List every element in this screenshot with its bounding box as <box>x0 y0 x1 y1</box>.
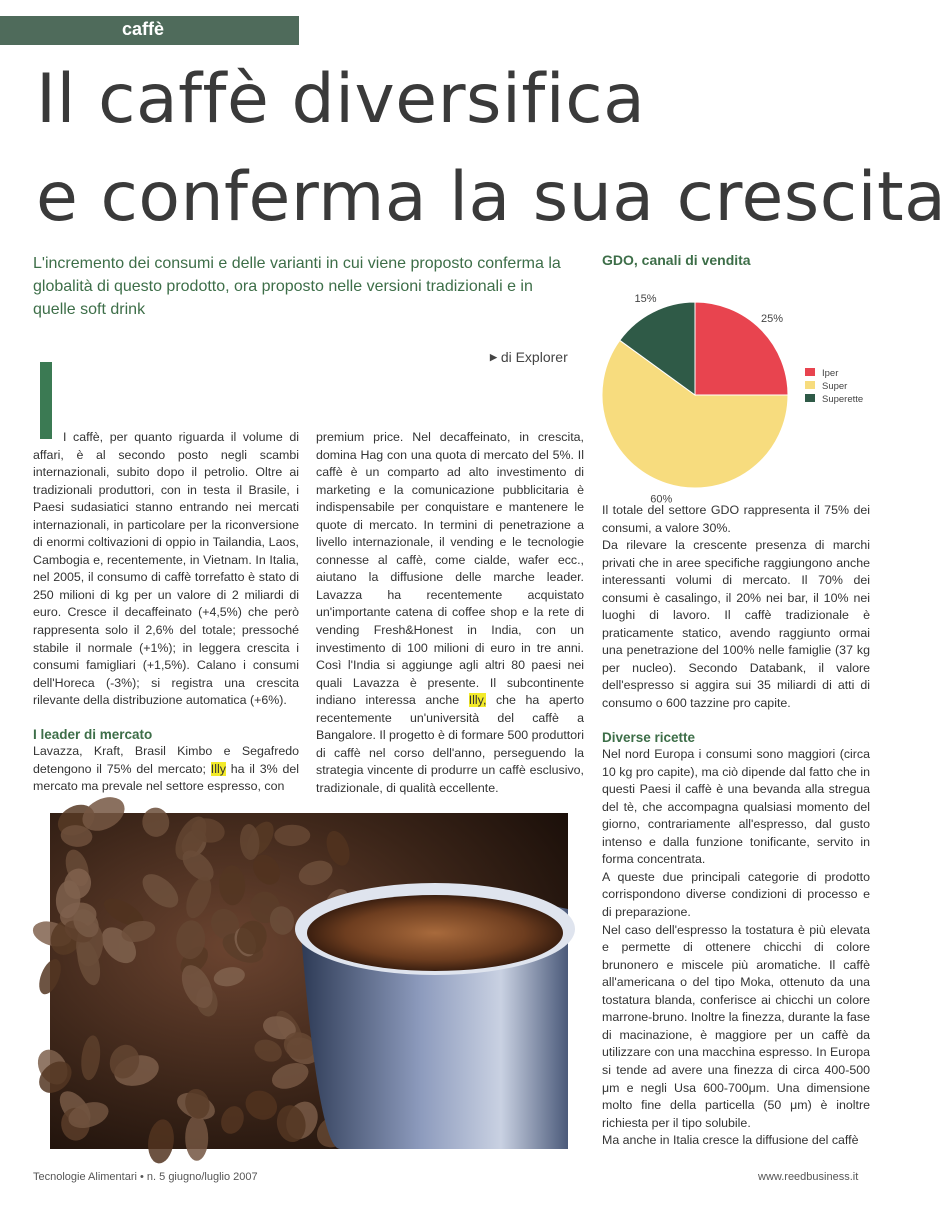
section-label: caffè <box>122 19 165 39</box>
col3-paragraph-4: A queste due principali categorie di prodotto corrispondono diverse condizioni di processo e di preparazione. <box>602 869 870 920</box>
col1-p2-text-a: Lavazza, Kraft, Brasil Kimbo e Segafredo detengono il 75% del mercato; <box>33 744 299 776</box>
coffee-cup-photo <box>50 813 568 1149</box>
footer-publication: Tecnologie Alimentari • n. 5 giugno/luglio 2007 <box>33 1171 258 1183</box>
col3-paragraph-6: Ma anche in Italia cresce la diffusione del caffè <box>602 1133 859 1148</box>
col1-paragraph-2 <box>33 743 299 796</box>
lead-paragraph: L'incremento dei consumi e delle varianti in cui viene proposto conferma la globalità di questo prodotto, ora proposto nelle versioni tradizionali e in quelle soft drink <box>33 255 561 318</box>
pie-label-iper: 25% <box>761 312 784 325</box>
pie-chart <box>590 275 880 506</box>
col2-text-b: che ha aperto recentemente un'università del caffè a Bangalore. Il progetto è di formare 500 produttori di caffè nel corso dell'anno, perseguendo la strategia vincente di produrre un caffè esclusivo, tradizionale, di qualità eccellente. <box>316 693 584 795</box>
legend-label-super: Super <box>822 381 848 392</box>
highlight-illy-2: Illy, <box>468 693 487 708</box>
legend-label-superette: Superette <box>822 394 864 405</box>
title-line-1: Il caffè diversifica <box>36 60 646 139</box>
chart-title: GDO, canali di vendita <box>602 252 751 268</box>
col1-paragraph-1: I caffè, per quanto riguarda il volume di affari, è al secondo posto negli scambi internazionali, subito dopo il petrolio. Oltre ai tradizionali produttori, con in testa il Brasile, i Paesi sudasiatici stanno entrando nei mercati internazionali, in particolare per la riconversione di enormi coltivazioni di oppio in Tailandia, Laos, Cambogia e, recentemente, in Vietnam. In Italia, nel 2005, il consumo di caffè torrefatto è stato di 250 milioni di kg per un valore di 2 miliardi di euro. Cresce il decaffeinato (+4,5%) che però rappresenta solo il 2,6% del totale; pressoché stabile il normale (+1%); in leggera crescita i consumi famigliari (+1,5%). Calano i consumi dell'Horeca (-3%); si registra una crescita rilevante della distribuzione automatica (+6%). <box>33 430 299 708</box>
col2-paragraph-1 <box>316 429 584 797</box>
legend-swatch-iper <box>805 368 815 376</box>
col3-paragraph-2: Da rilevare la crescente presenza di marchi privati che in aree specifiche raggiungono anche interessanti volumi di mercato. Il 70% dei consumi è casalingo, il 20% nei bar, il 10% nei luoghi di lavoro. Il caffè tradizionale è praticamente statico, avendo raggiunto ormai una penetrazione del 100% nelle famiglie (37 kg per nucleo). Secondo Databank, il valore dell'espresso si aggira sui 35 miliardi di atti di consumo o 600 tazzine pro capite. <box>602 538 870 711</box>
legend-swatch-super <box>805 381 815 389</box>
byline-text: di Explorer <box>500 349 568 365</box>
footer-website[interactable]: www.reedbusiness.it <box>758 1171 859 1183</box>
byline <box>490 349 568 365</box>
pie-label-superette: 15% <box>634 292 657 305</box>
column-3 <box>602 502 870 1150</box>
col3-subheading: Diverse ricette <box>602 729 696 745</box>
legend-swatch-superette <box>805 394 815 402</box>
col3-paragraph-1: Il totale del settore GDO rappresenta il 75% dei consumi, a valore 30%. <box>602 503 870 535</box>
column-2 <box>316 429 584 797</box>
arrow-icon: ▶ <box>490 352 497 362</box>
col3-paragraph-3: Nel nord Europa i consumi sono maggiori (circa 10 kg pro capite), ma ciò dipende dal fatto che in questi Paesi il caffè è una bevanda alla stregua del tè, che accompagna qualsiasi momento del giorno, contrariamente all'espresso, dal gusto intenso e dalla funzione tonificante, servito in forma concentrata. <box>602 747 870 867</box>
column-1 <box>33 429 299 796</box>
legend-label-iper: Iper <box>822 368 839 379</box>
col1-subheading: I leader di mercato <box>33 726 153 742</box>
col2-text-a: premium price. Nel decaffeinato, in crescita, domina Hag con una quota di mercato del 5%. Il caffè è un comparto ad alto investimento di marketing e la comunicazione pubblicitaria è indispensabile per conquistare e mantenere le quote di mercato. In termini di penetrazione a livello internazionale, il vending e le tecnologie connesse al caffè, come cialde, wafer ecc., aiutano la diffusione delle marche leader. Lavazza ha recentemente acquistato un'importante catena di coffee shop e la rete di vending Fresh&Honest in India, con un investimento di 100 milioni di euro in tre anni. Così l'India si aggiunge agli altri 80 paesi nei quali Lavazza è presente. Il subcontinente indiano interessa anche <box>316 430 584 708</box>
col1-p2-text-b: ha il 3% del mercato ma prevale nel settore espresso, con <box>33 761 299 794</box>
pie-label-super: 60% <box>650 493 673 506</box>
title-line-2: e conferma la sua crescita <box>36 158 946 237</box>
section-tag <box>0 16 299 45</box>
drop-cap-bar <box>40 362 52 439</box>
highlight-illy: Illy <box>210 761 226 776</box>
col3-paragraph-5: Nel caso dell'espresso la tostatura è più elevata e permette di ottenere chicchi di colore brunonero e miscele più aromatiche. Il caffè all'americana o del tipo Moka, ottenuto da una tostatura blanda, conferisce ai chicchi un colore marrone-bruno. Inoltre la finezza, durante la fase di macinazione, è maggiore per un caffè da utilizzare con una macchina espresso. In Europa si tende ad avere una finezza di circa 400-500 μm e negli Usa 600-700μm. Una dimensione molto fine della particella (50 μm) è inoltre richiesta per il tipo solubile. <box>602 922 870 1130</box>
